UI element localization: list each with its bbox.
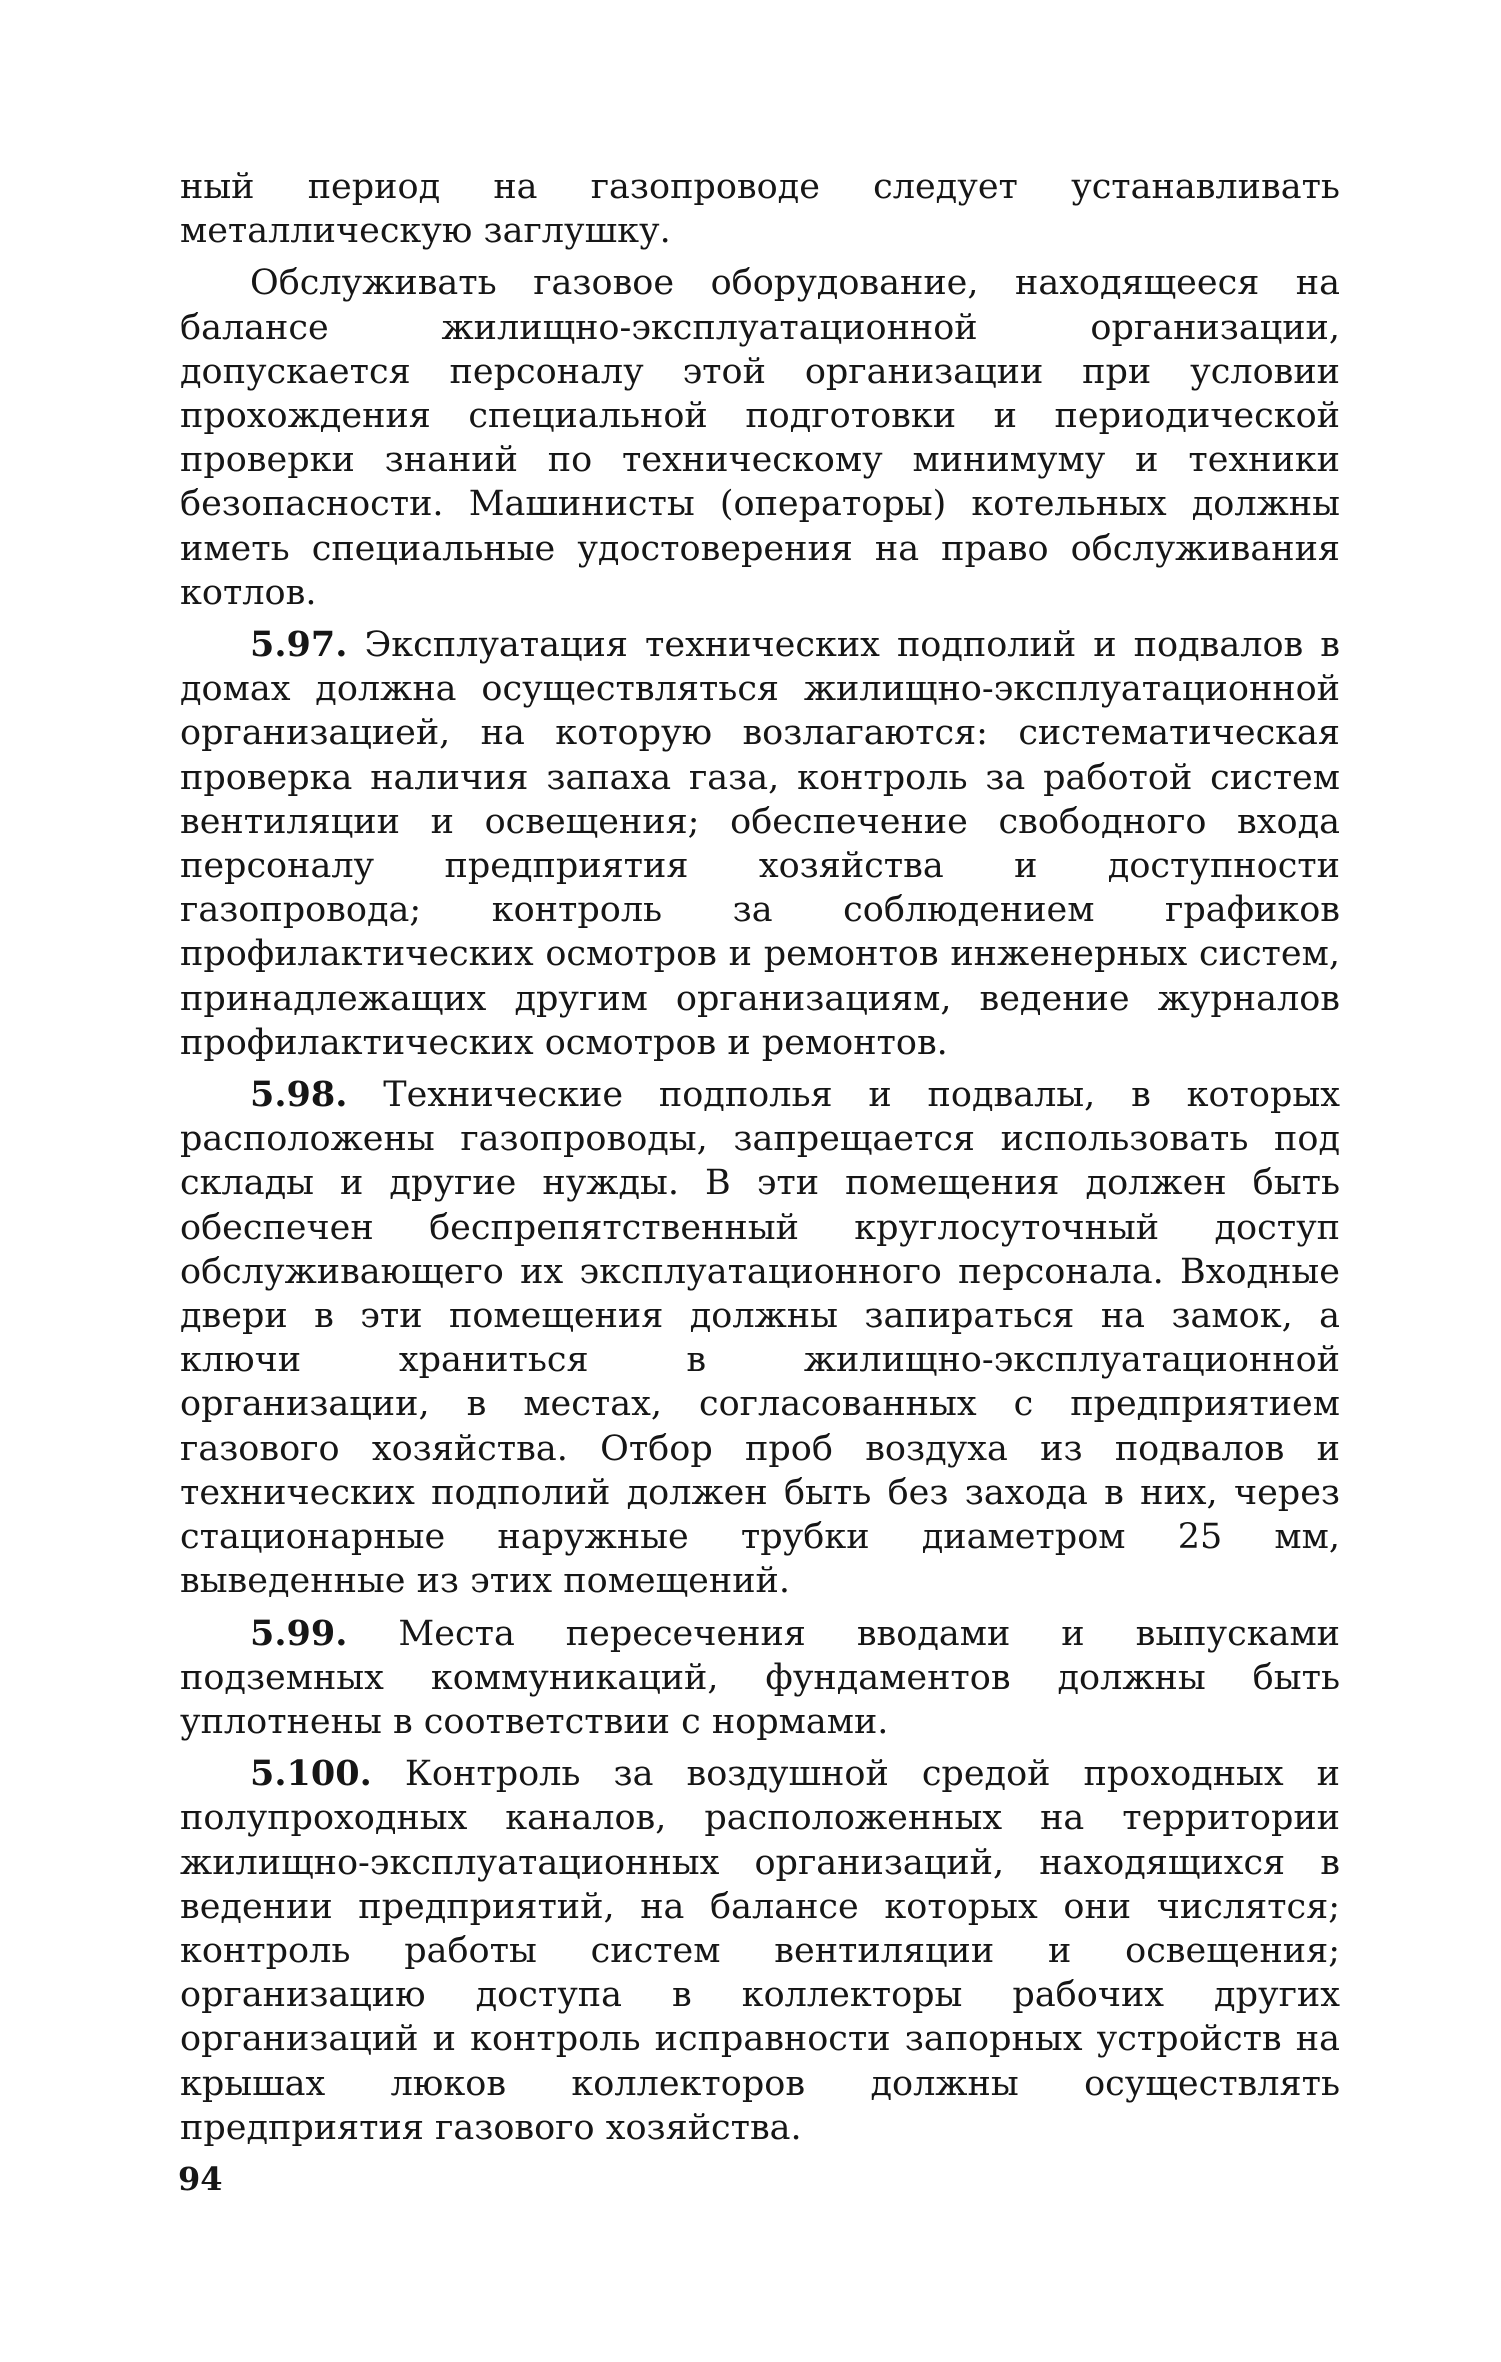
paragraph-text: Эксплуатация технических подполий и подвалов в домах должна осуществляться жилищно-эксплуатационной организацией, на которую возлагаются: систематическая проверка наличия запаха газа, контроль за работой систем вентиляции и освещения; обеспечение свободного входа персоналу предприятия хозяйства и доступности газопровода; контроль за соблюдением графиков профилактических осмотров и ремонтов инженерных систем, принадлежащих другим организациям, ведение журналов профилактических осмотров и ремонтов. <box>180 625 1340 1063</box>
paragraph-5-97 <box>180 623 1340 1065</box>
paragraph-5-99 <box>180 1612 1340 1745</box>
paragraph-text: Технические подполья и подвалы, в которых расположены газопроводы, запрещается использовать под склады и другие нужды. В эти помещения должен быть обеспечен беспрепятственный круглосуточный доступ обслуживающего их эксплуатационного персонала. Входные двери в эти помещения должны запираться на замок, а ключи храниться в жилищно-эксплуатационной организации, в местах, согласованных с предприятием газового хозяйства. Отбор проб воздуха из подвалов и технических подполий должен быть без захода в них, через стационарные наружные трубки диаметром 25 мм, выведенные из этих помещений. <box>180 1075 1340 1602</box>
clause-number: 5.100. <box>250 1753 372 1795</box>
page-body <box>180 165 1340 2158</box>
paragraph-text: Места пересечения вводами и выпусками подземных коммуникаций, фундаментов должны быть уплотнены в соответствии с нормами. <box>180 1613 1340 1742</box>
clause-number: 5.97. <box>250 624 348 666</box>
clause-number: 5.98. <box>250 1074 348 1116</box>
paragraph-5-98 <box>180 1073 1340 1603</box>
paragraph-continuation <box>180 165 1340 253</box>
paragraph-text: Контроль за воздушной средой проходных и полупроходных каналов, расположенных на территории жилищно-эксплуатационных организаций, находящихся в ведении предприятий, на балансе которых они числятся; контроль работы систем вентиляции и освещения; организацию доступа в коллекторы рабочих других организаций и контроль исправности запорных устройств на крышах люков коллекторов должны осуществлять предприятия газового хозяйства. <box>180 1754 1340 2148</box>
paragraph-gas-equipment-service <box>180 261 1340 615</box>
paragraph-text: ный период на газопроводе следует устанавливать металлическую заглушку. <box>180 167 1340 252</box>
page-number: 94 <box>178 2160 223 2198</box>
paragraph-text: Обслуживать газовое оборудование, находящееся на балансе жилищно-эксплуатационной организации, допускается персоналу этой организации при условии прохождения специальной подготовки и периодической проверки знаний по техническому минимуму и техники безопасности. Машинисты (операторы) котельных должны иметь специальные удостоверения на право обслуживания котлов. <box>180 263 1340 613</box>
clause-number: 5.99. <box>250 1612 348 1654</box>
paragraph-5-100 <box>180 1752 1340 2150</box>
